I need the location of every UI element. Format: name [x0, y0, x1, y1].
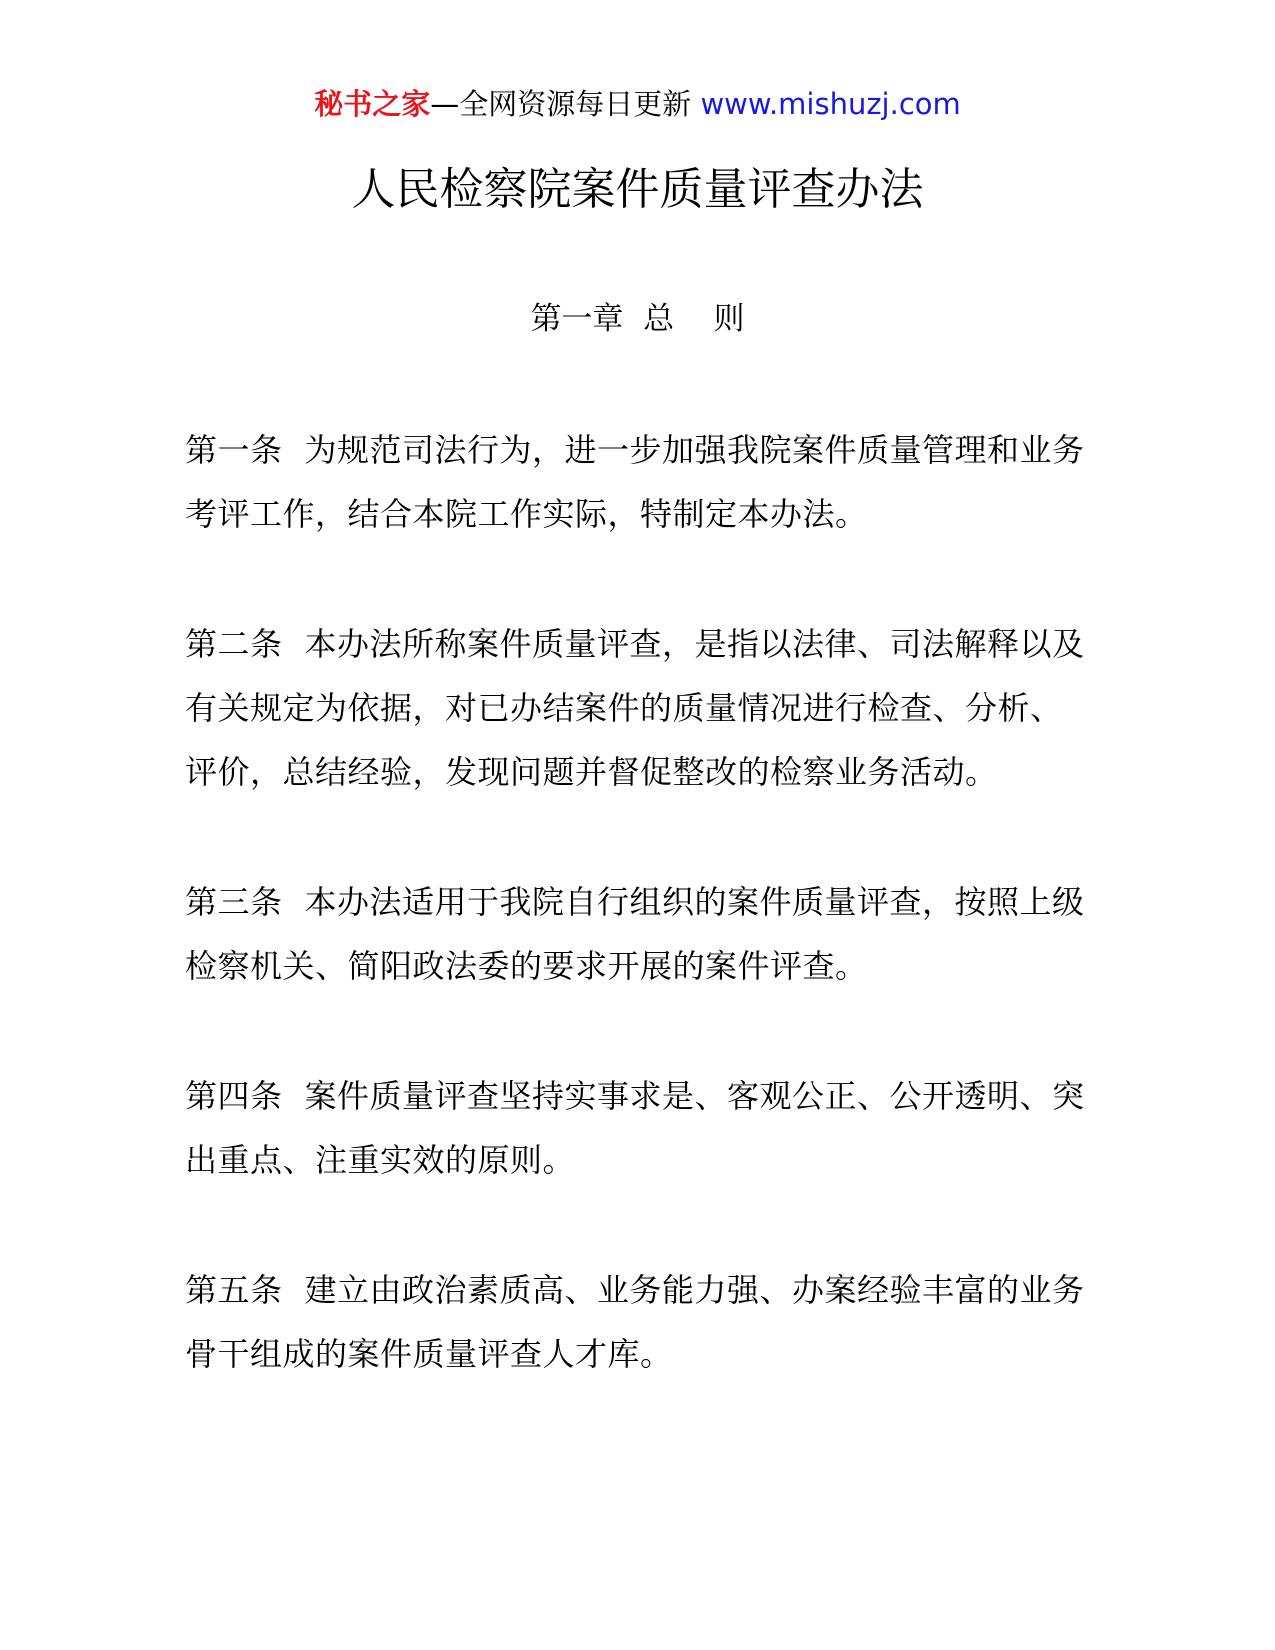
- article-text: 本办法所称案件质量评查，是指以法律、司法解释以及有关规定为依据，对已办结案件的质量情况进行检查、分析、评价，总结经验，发现问题并督促整改的检察业务活动。: [185, 625, 1085, 791]
- article-text: 为规范司法行为，进一步加强我院案件质量管理和业务考评工作，结合本院工作实际，特制定本办法。: [185, 431, 1085, 533]
- article-number: 第五条: [185, 1271, 283, 1309]
- site-slogan: —全网资源每日更新: [430, 87, 701, 121]
- article-3: [185, 870, 1090, 998]
- article-number: 第一条: [185, 431, 283, 469]
- article-5: [185, 1258, 1090, 1386]
- article-text: 案件质量评查坚持实事求是、客观公正、公开透明、突出重点、注重实效的原则。: [185, 1077, 1085, 1179]
- document-title: 人民检察院案件质量评查办法: [351, 164, 924, 215]
- document-body: [185, 418, 1090, 1452]
- site-url-link[interactable]: www.mishuzj.com: [700, 87, 961, 121]
- article-text: 建立由政治素质高、业务能力强、办案经验丰富的业务骨干组成的案件质量评查人才库。: [185, 1271, 1085, 1373]
- article-number: 第二条: [185, 625, 283, 663]
- site-header: [0, 84, 1275, 124]
- article-4: [185, 1064, 1090, 1192]
- article-1: [185, 418, 1090, 546]
- article-number: 第三条: [185, 883, 283, 921]
- chapter-heading: 第一章 总 则: [530, 301, 745, 337]
- article-2: [185, 612, 1090, 804]
- article-number: 第四条: [185, 1077, 283, 1115]
- brand-name: 秘书之家: [314, 87, 431, 121]
- article-text: 本办法适用于我院自行组织的案件质量评查，按照上级检察机关、简阳政法委的要求开展的案件评查。: [185, 883, 1085, 985]
